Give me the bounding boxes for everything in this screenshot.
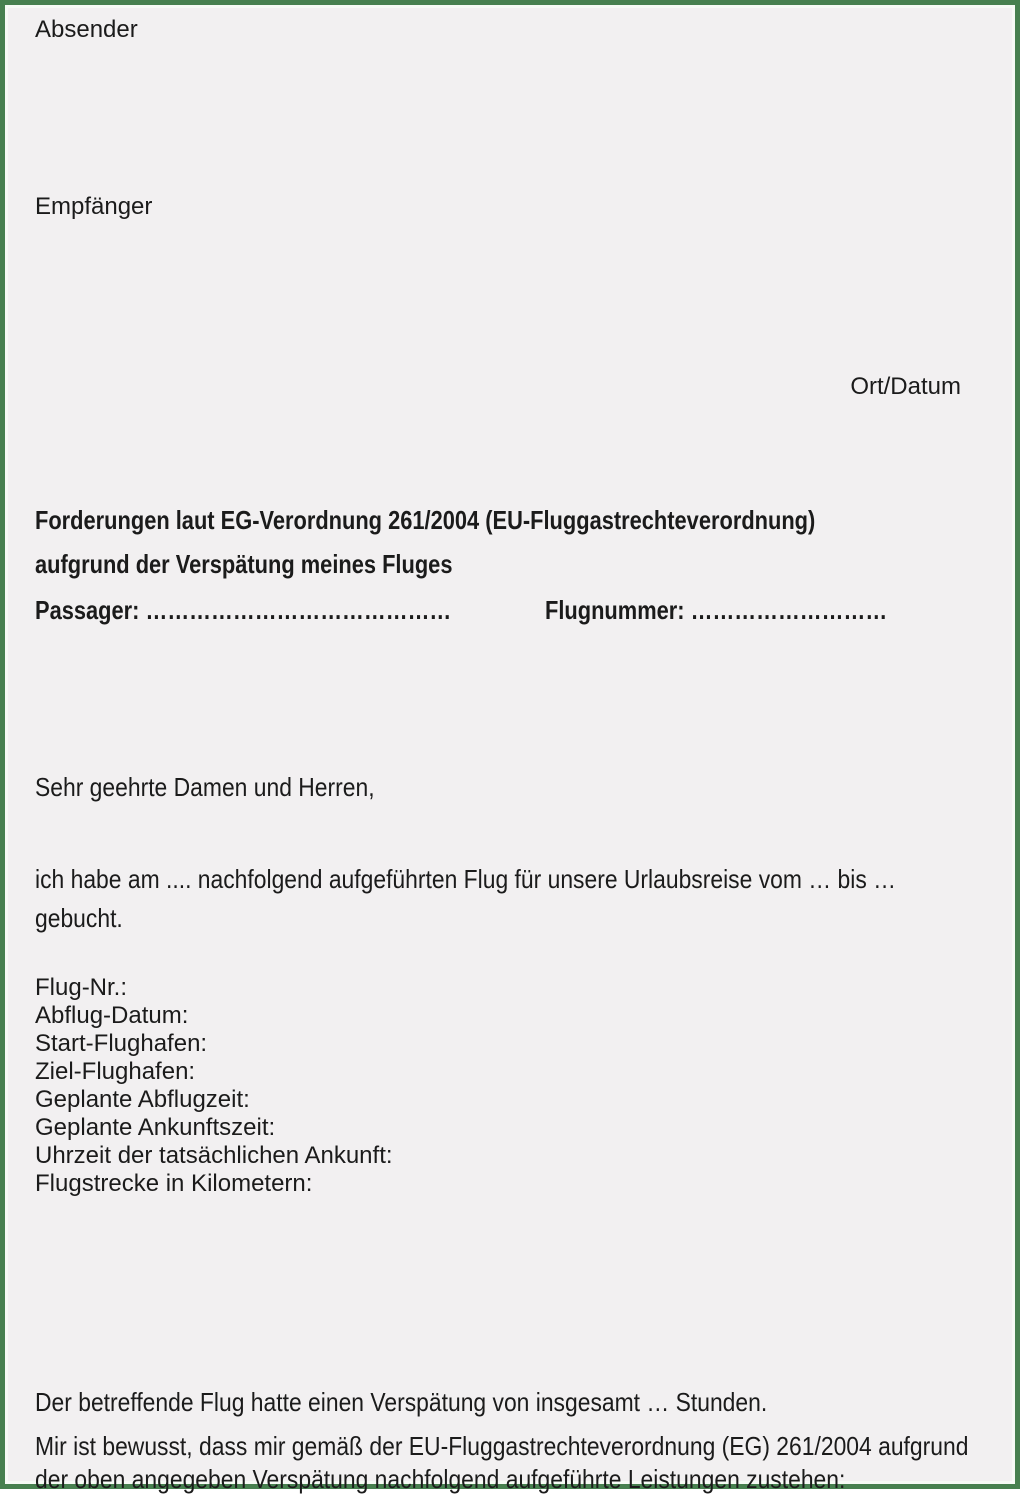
sender-label: Absender xyxy=(35,16,138,43)
intro-paragraph-line1-wrap xyxy=(35,862,1013,901)
passenger-line-text xyxy=(35,595,451,626)
passenger-line xyxy=(35,595,531,626)
subject-heading-line1 xyxy=(35,505,964,536)
intro-line2: gebucht. xyxy=(35,903,123,933)
salutation-text: Sehr geehrte Damen und Herren, xyxy=(35,772,375,802)
flight-details-list xyxy=(35,974,393,1198)
field-actual-arrival-time: Uhrzeit der tatsächlichen Ankunft: xyxy=(35,1142,393,1169)
delay-statement-line xyxy=(35,1387,867,1418)
salutation-line xyxy=(35,772,421,803)
passenger-label: Passager: xyxy=(35,595,140,625)
flight-number-line xyxy=(545,595,952,626)
subject-heading-line2 xyxy=(35,549,532,580)
letter-paper xyxy=(5,5,1015,1494)
flight-number-dotted-blank: ……………………… xyxy=(690,595,888,625)
field-origin-airport: Start-Flughafen: xyxy=(35,1030,208,1057)
closing-paragraph-line2-wrap xyxy=(35,1465,1020,1498)
delay-statement-text: Der betreffende Flug hatte einen Verspätung von insgesamt … Stunden. xyxy=(35,1387,768,1417)
closing-line1: Mir ist bewusst, dass mir gemäß der EU-Fluggastrechteverordnung (EG) 261/2004 aufgrund xyxy=(35,1431,969,1461)
field-flight-number: Flug-Nr.: xyxy=(35,974,128,1001)
intro-line1: ich habe am .... nachfolgend aufgeführten Flug für unsere Urlaubsreise vom … bis … xyxy=(35,864,896,894)
intro-paragraph-line2-wrap xyxy=(35,901,1013,940)
closing-line2: der oben angegeben Verspätung nachfolgend aufgeführte Leistungen zustehen: xyxy=(35,1464,846,1494)
field-departure-date: Abflug-Datum: xyxy=(35,1002,189,1029)
subject-heading-line2-text: aufgrund der Verspätung meines Fluges xyxy=(35,549,453,579)
flight-number-line-text xyxy=(545,595,887,626)
field-flight-distance-km: Flugstrecke in Kilometern: xyxy=(35,1170,313,1197)
intro-paragraph xyxy=(35,862,1013,940)
field-scheduled-arrival-time: Geplante Ankunftszeit: xyxy=(35,1114,276,1141)
place-date-label: Ort/Datum xyxy=(850,373,961,400)
flight-number-label: Flugnummer: xyxy=(545,595,685,625)
field-destination-airport: Ziel-Flughafen: xyxy=(35,1058,196,1085)
closing-paragraph-line1-wrap xyxy=(35,1432,1020,1465)
passenger-dotted-blank: …………………………………… xyxy=(145,595,452,625)
subject-heading-line1-text: Forderungen laut EG-Verordnung 261/2004 (EU-Fluggastrechteverordnung) xyxy=(35,505,816,535)
field-scheduled-departure-time: Geplante Abflugzeit: xyxy=(35,1086,250,1113)
closing-paragraph xyxy=(35,1432,1020,1498)
recipient-label: Empfänger xyxy=(35,193,153,220)
